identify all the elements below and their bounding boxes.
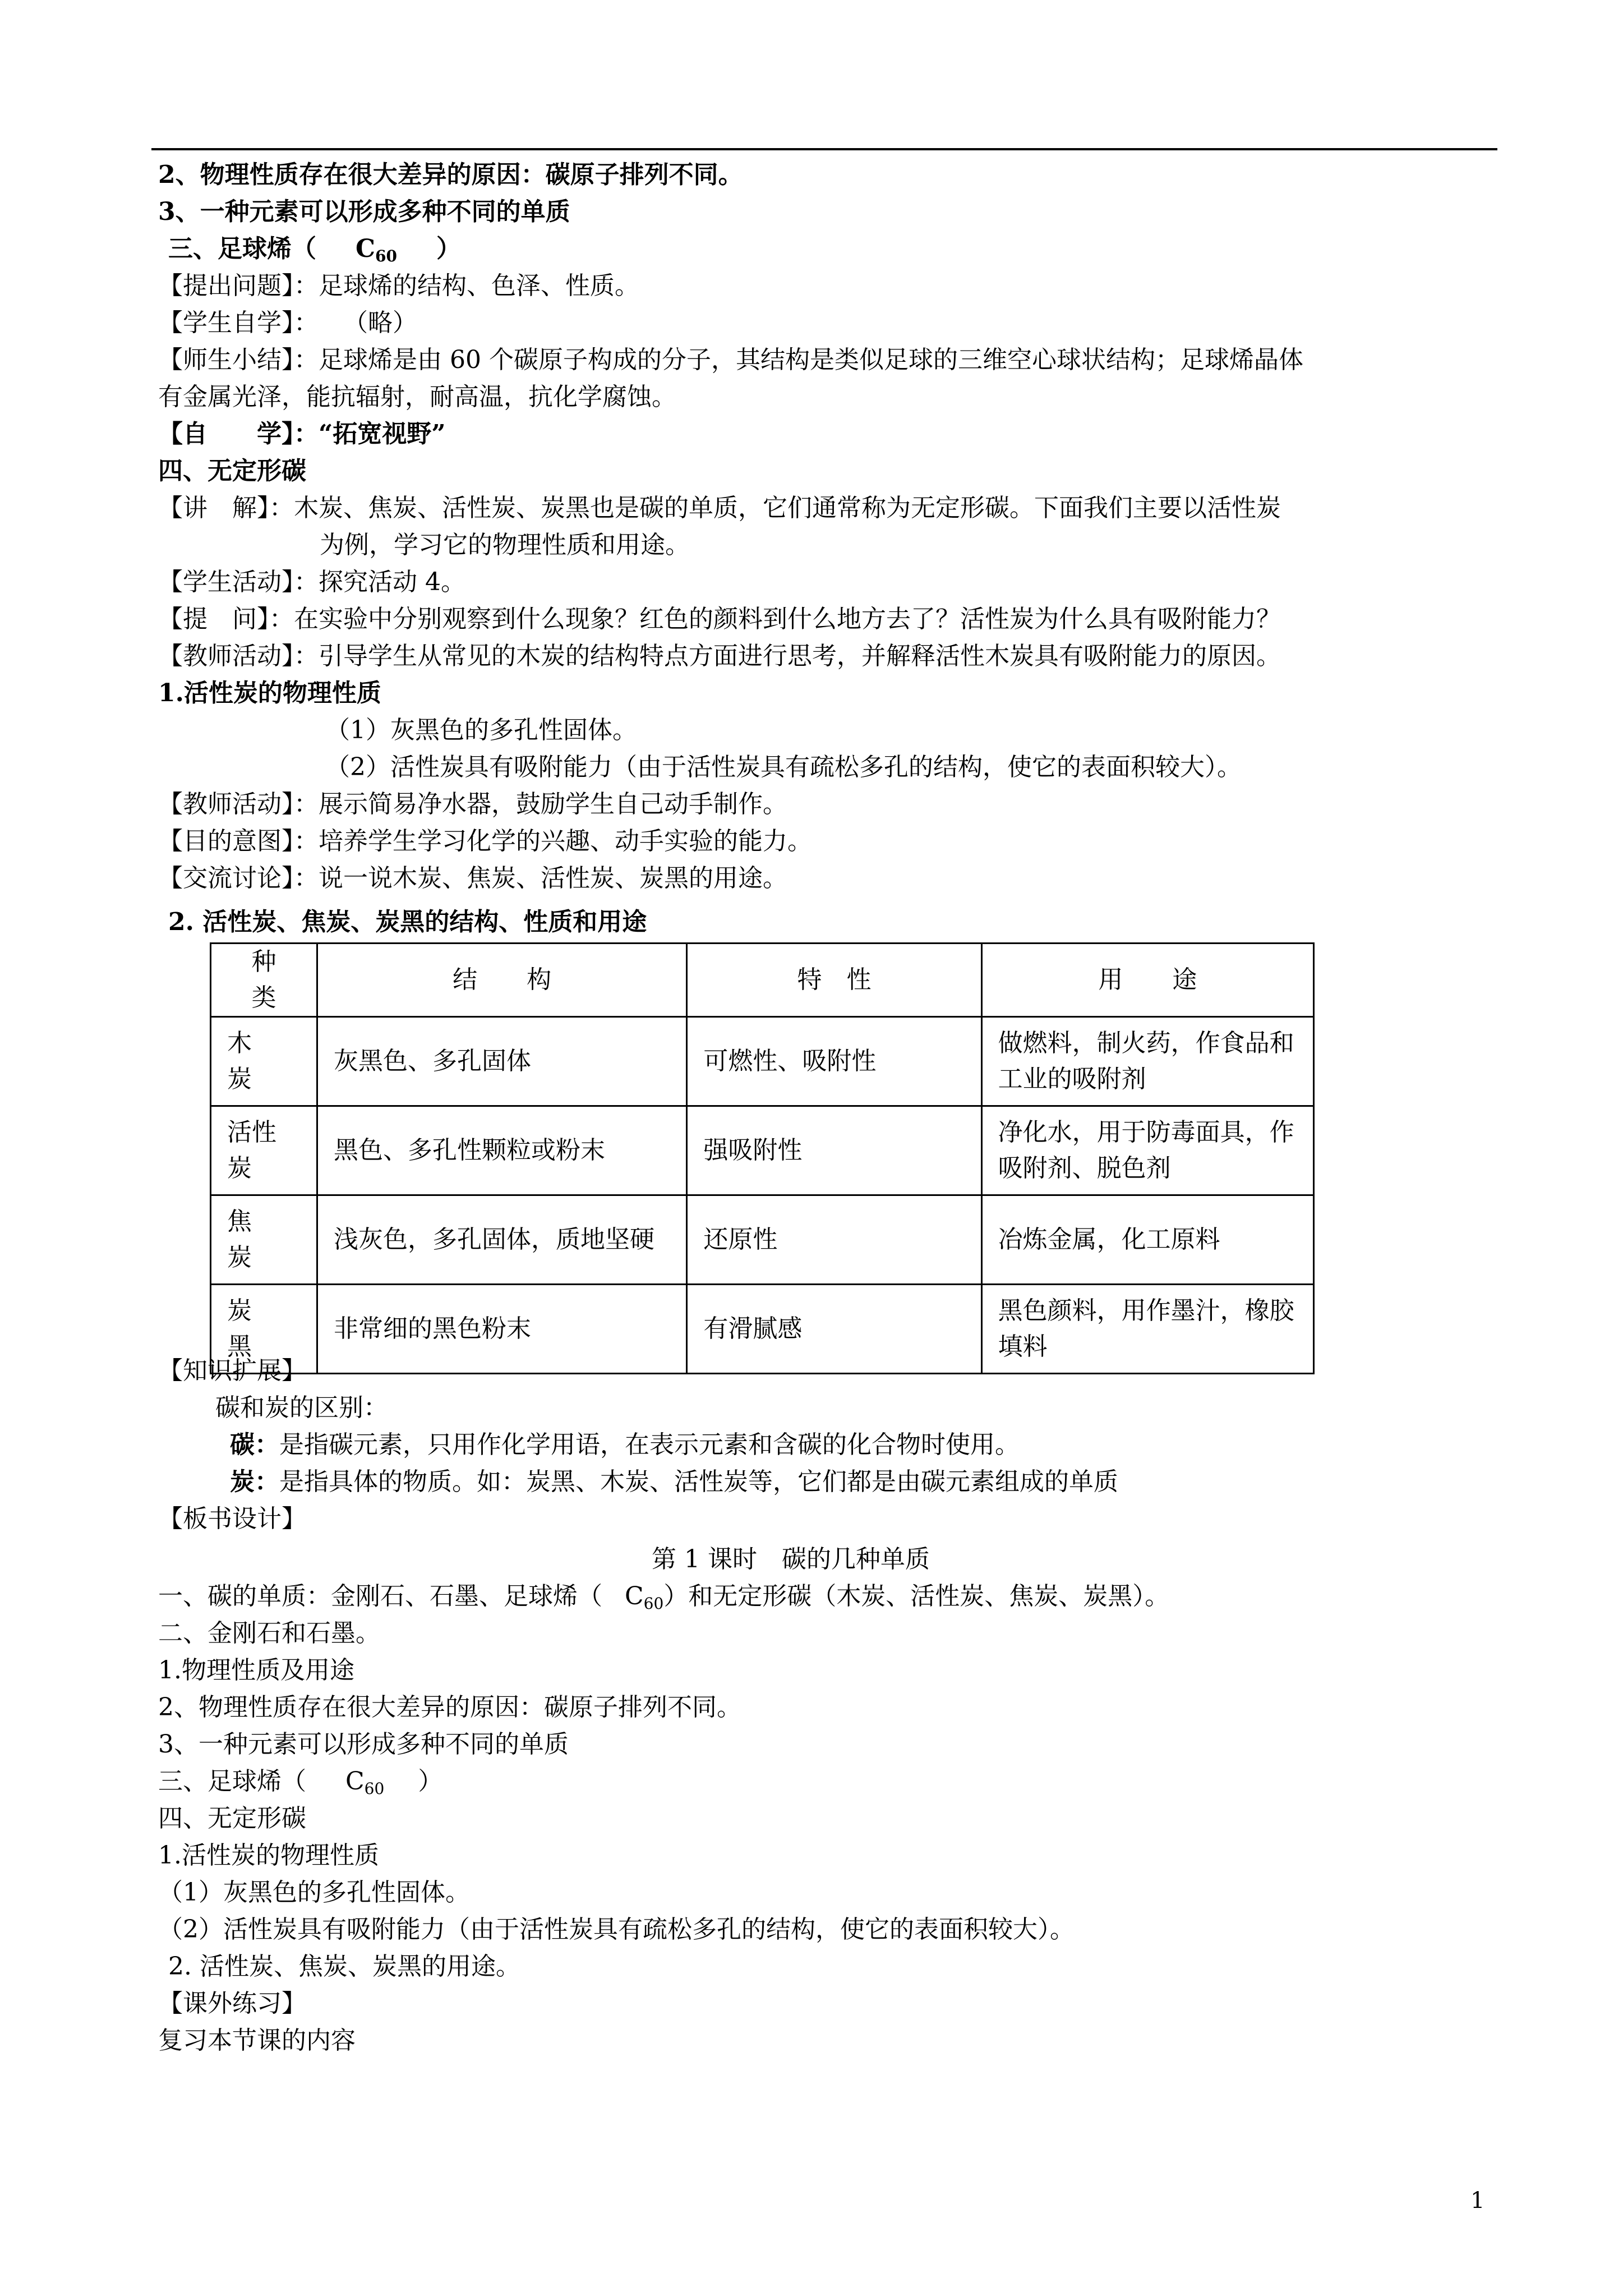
- table-cell: 黑色颜料，用作墨汁，橡胶填料: [981, 1285, 1313, 1374]
- teacher-activity-line: 【教师活动】：展示简易净水器，鼓励学生自己动手制作。: [158, 790, 787, 818]
- table-cell: 灰黑色、多孔固体: [317, 1017, 686, 1106]
- property-2: （2）活性炭具有吸附能力（由于活性炭具有疏松多孔的结构，使它的表面积较大）。: [325, 753, 1242, 781]
- board-line-11: 2. 活性炭、焦炭、炭黑的用途。: [168, 1952, 520, 1981]
- property-1: （1）灰黑色的多孔性固体。: [325, 716, 637, 744]
- board-design: 【板书设计】: [158, 1504, 306, 1533]
- page-number: 1: [1470, 2188, 1485, 2214]
- question-line: 【提出问题】：足球烯的结构、色泽、性质。: [158, 272, 639, 300]
- heading-amorphous: 四、无定形碳: [158, 457, 306, 485]
- distinction-carbon: 碳：是指碳元素，只用作化学用语，在表示元素和含碳的化合物时使用。: [230, 1430, 1020, 1459]
- table-cell: 木 炭: [211, 1017, 317, 1106]
- summary-line-2: 有金属光泽，能抗辐射，耐高温，抗化学腐蚀。: [158, 383, 676, 411]
- activity-line: 【学生活动】：探究活动 4。: [158, 568, 465, 596]
- table-header: 结 构: [317, 944, 686, 1017]
- knowledge-expansion: 【知识扩展】: [158, 1356, 306, 1385]
- table-header: 特 性: [687, 944, 981, 1017]
- board-line-6: 三、足球烯（ $C_{60}$ ）: [158, 1767, 443, 1798]
- heading-element: 3、一种元素可以形成多种不同的单质: [158, 197, 570, 226]
- ask-line: 【提 问】：在实验中分别观察到什么现象？红色的颜料到什么地方去了？活性炭为什么具有吸附能力？: [158, 605, 1281, 633]
- table-cell: 净化水，用于防毒面具，作吸附剂、脱色剂: [981, 1106, 1313, 1195]
- table-row: [211, 1195, 1314, 1285]
- heading-fullerene: 三、足球烯（ $C_{60}$ ）: [168, 234, 461, 265]
- board-line-3: 1.物理性质及用途: [158, 1656, 354, 1685]
- table-header-row: [211, 944, 1314, 1017]
- table-cell: 炭 黑: [211, 1285, 317, 1374]
- carbon-table: [210, 942, 1315, 1374]
- board-line-1: 一、碳的单质：金刚石、石墨、足球烯（ $C_{60}$）和无定形碳（木炭、活性炭、焦炭、炭黑）。: [158, 1582, 1170, 1613]
- heading-physical: 1.活性炭的物理性质: [158, 679, 381, 707]
- board-line-10: （2）活性炭具有吸附能力（由于活性炭具有疏松多孔的结构，使它的表面积较大）。: [158, 1915, 1075, 1944]
- table-header: 种 类: [211, 944, 317, 1017]
- distinction-charcoal: 炭：是指具体的物质。如：炭黑、木炭、活性炭等，它们都是由碳元素组成的单质: [230, 1467, 1118, 1496]
- table-row: [211, 1106, 1314, 1195]
- table-row: [211, 1017, 1314, 1106]
- self-study-heading: 【自 学】：“拓宽视野”: [158, 420, 446, 448]
- table-cell: 浅灰色，多孔固体，质地坚硬: [317, 1195, 686, 1285]
- table-cell: 有滑腻感: [687, 1285, 981, 1374]
- board-line-4: 2、物理性质存在很大差异的原因：碳原子排列不同。: [158, 1693, 741, 1722]
- homework-line: 复习本节课的内容: [158, 2026, 356, 2055]
- table-cell: 可燃性、吸附性: [687, 1017, 981, 1106]
- table-cell: 非常细的黑色粉末: [317, 1285, 686, 1374]
- discussion-line: 【交流讨论】：说一说木炭、焦炭、活性炭、炭黑的用途。: [158, 864, 787, 892]
- board-line-7: 四、无定形碳: [158, 1804, 306, 1833]
- board-line-9: （1）灰黑色的多孔性固体。: [158, 1878, 470, 1907]
- table-cell: 活性炭: [211, 1106, 317, 1195]
- distinction-intro: 碳和炭的区别：: [215, 1393, 388, 1422]
- homework-heading: 【课外练习】: [158, 1989, 306, 2018]
- table-cell: 冶炼金属，化工原料: [981, 1195, 1313, 1285]
- explain-line-1: 【讲 解】：木炭、焦炭、活性炭、炭黑也是碳的单质，它们通常称为无定形碳。下面我们主要以活性炭: [158, 494, 1281, 522]
- table-row: [211, 1285, 1314, 1374]
- table-cell: 黑色、多孔性颗粒或粉末: [317, 1106, 686, 1195]
- board-line-8: 1.活性炭的物理性质: [158, 1841, 379, 1870]
- table-cell: 焦 炭: [211, 1195, 317, 1285]
- top-rule: [151, 148, 1497, 150]
- explain-line-2: 为例，学习它的物理性质和用途。: [320, 531, 690, 559]
- table-header: 用 途: [981, 944, 1313, 1017]
- heading-reason: 2、物理性质存在很大差异的原因：碳原子排列不同。: [158, 160, 743, 189]
- self-study-line: 【学生自学】： （略）: [158, 309, 417, 337]
- board-line-5: 3、一种元素可以形成多种不同的单质: [158, 1730, 569, 1759]
- purpose-line: 【目的意图】：培养学生学习化学的兴趣、动手实验的能力。: [158, 827, 812, 855]
- teacher-line: 【教师活动】：引导学生从常见的木炭的结构特点方面进行思考，并解释活性木炭具有吸附能力的原因。: [158, 642, 1281, 670]
- table-cell: 还原性: [687, 1195, 981, 1285]
- table-cell: 强吸附性: [687, 1106, 981, 1195]
- summary-line-1: 【师生小结】：足球烯是由 60 个碳原子构成的分子，其结构是类似足球的三维空心球状结构；足球烯晶体: [158, 346, 1303, 374]
- board-line-2: 二、金刚石和石墨。: [158, 1619, 380, 1648]
- lesson-title: 第 1 课时 碳的几种单质: [652, 1545, 930, 1573]
- table-cell: 做燃料，制火药，作食品和工业的吸附剂: [981, 1017, 1313, 1106]
- heading-table: 2. 活性炭、焦炭、炭黑的结构、性质和用途: [168, 908, 647, 936]
